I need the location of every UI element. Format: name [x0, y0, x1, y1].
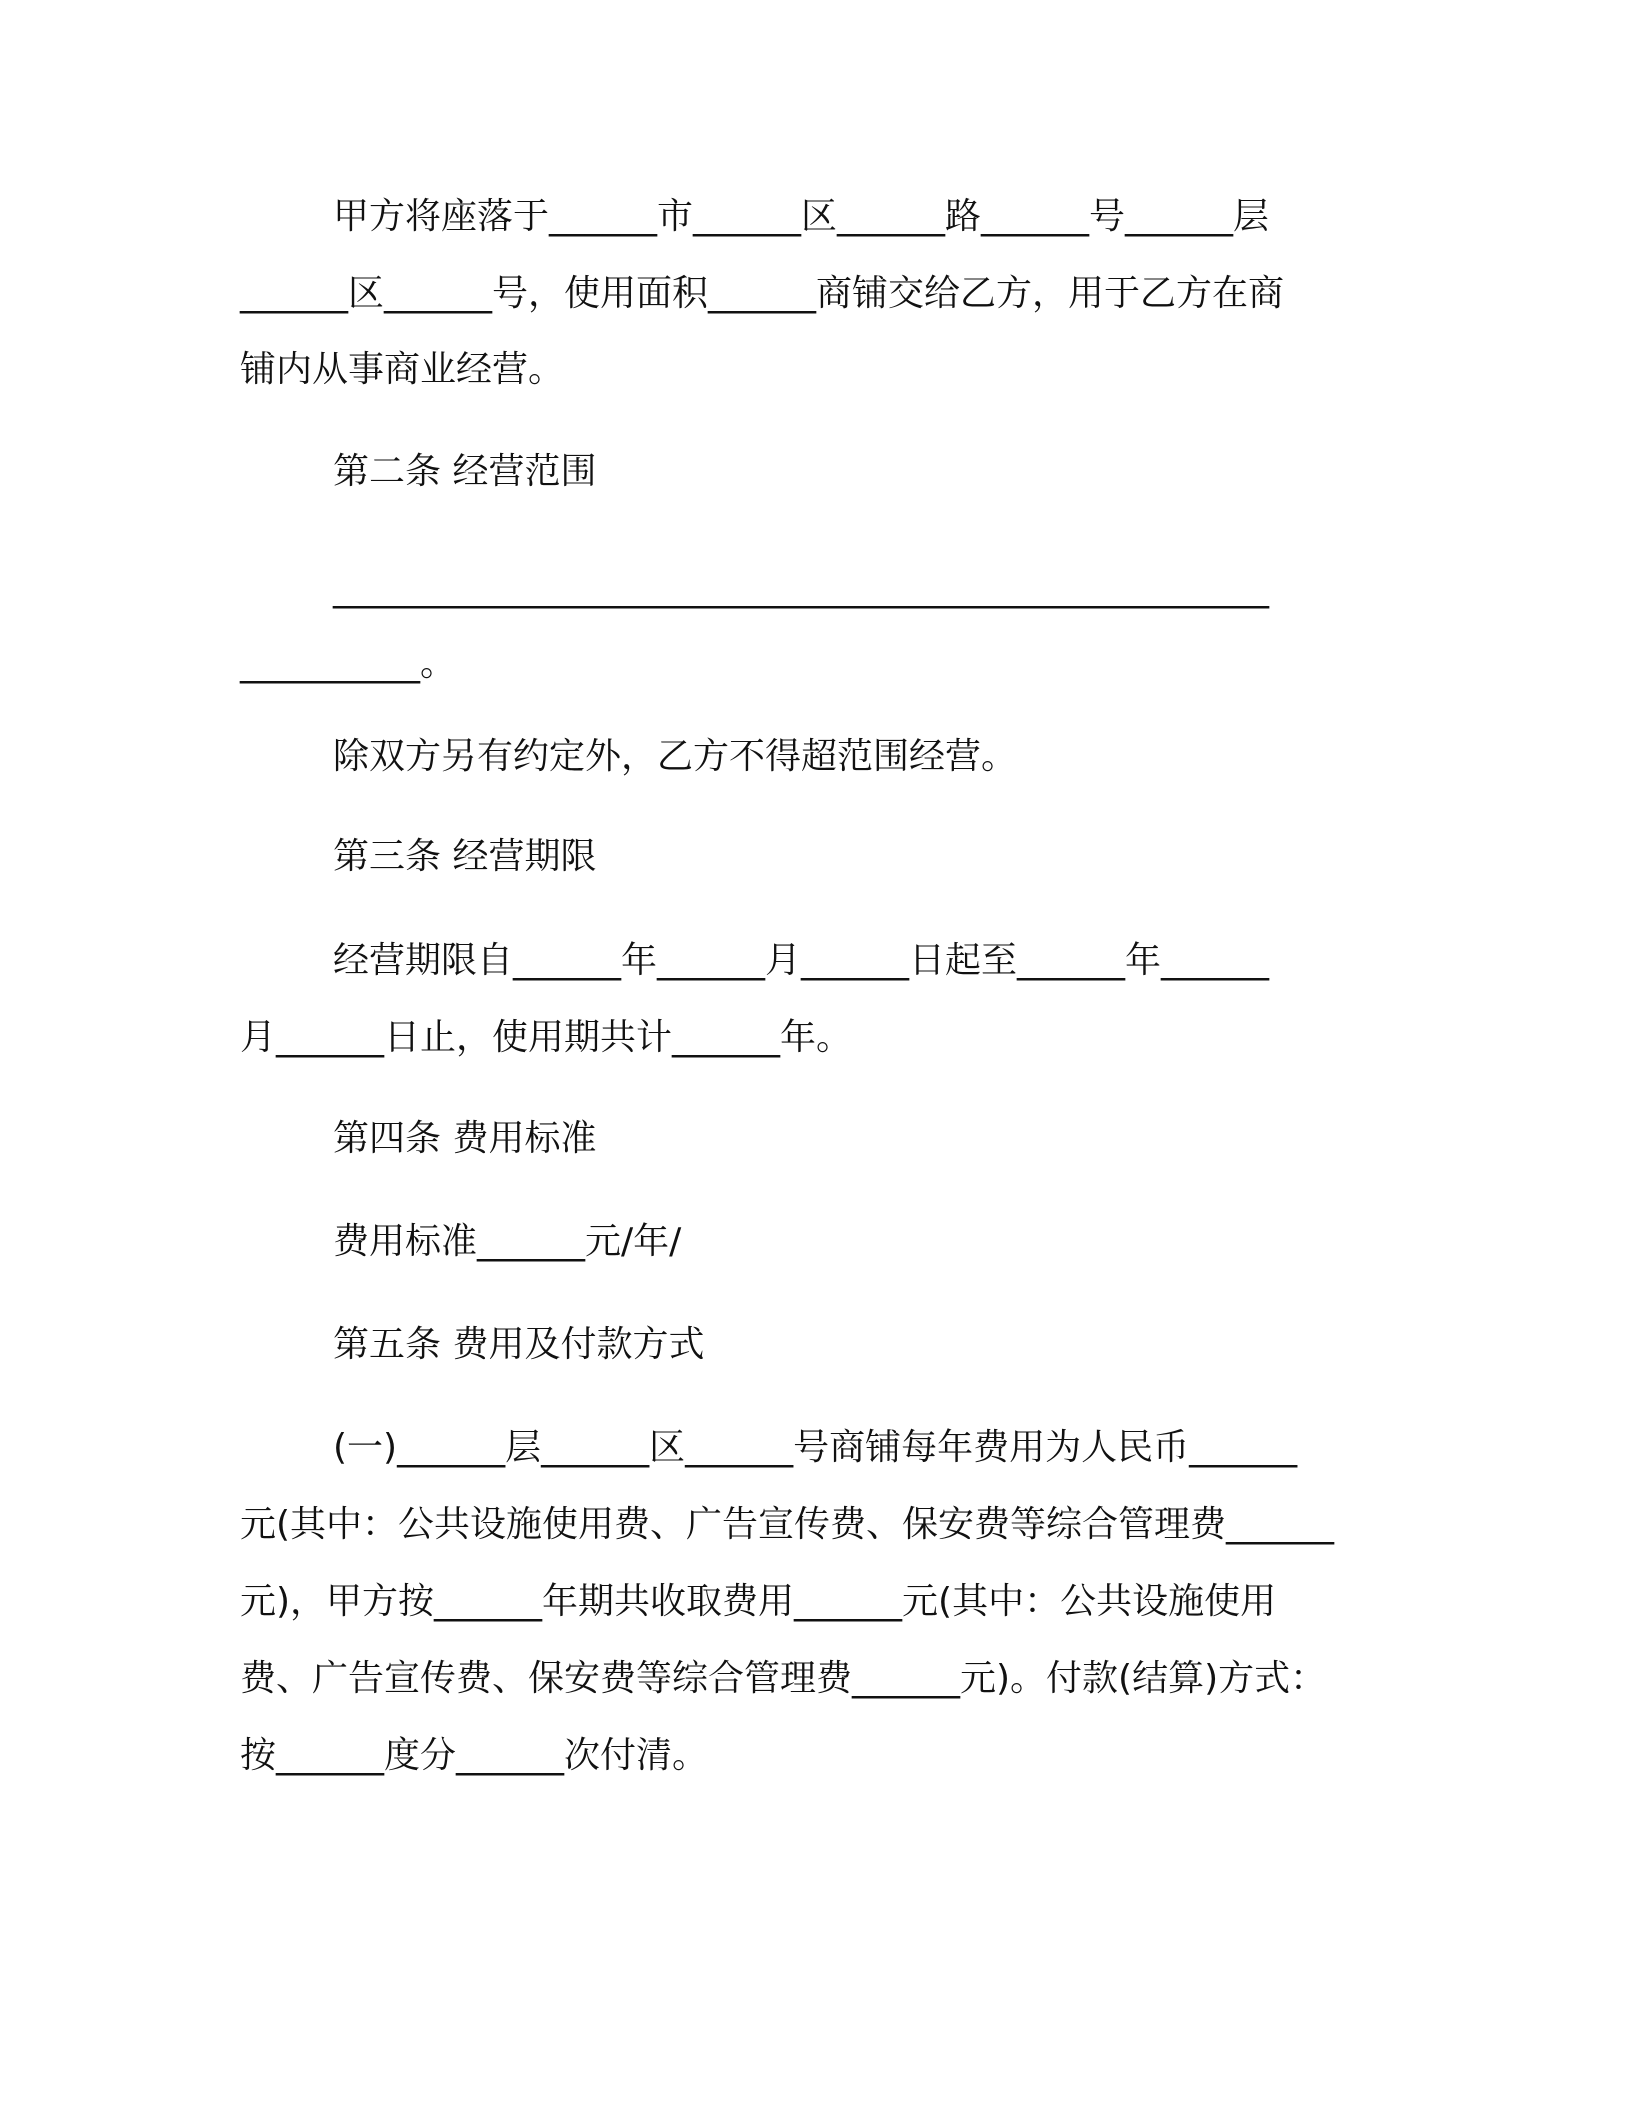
term-text-line-1: 经营期限自______年______月______日起至______年______	[333, 940, 1270, 981]
payment-text-line-4: 费、广告宣传费、保安费等综合管理费______元)。付款(结算)方式：	[240, 1658, 1327, 1699]
payment-text-line-5: 按______度分______次付清。	[240, 1735, 709, 1776]
payment-text-line-1: (一)______层______区______号商铺每年费用为人民币______	[333, 1427, 1298, 1468]
fee-standard-text: 费用标准______元/年/	[333, 1221, 682, 1262]
payment-text-line-3: 元)，甲方按______年期共收取费用______元(其中：公共设施使用	[240, 1581, 1277, 1622]
article-one-text-line-3: 铺内从事商业经营。	[240, 349, 565, 390]
payment-text-line-2: 元(其中：公共设施使用费、广告宣传费、保安费等综合管理费______	[240, 1504, 1335, 1545]
business-scope-restriction: 除双方另有约定外，乙方不得超范围经营。	[333, 736, 1018, 777]
term-text-line-2: 月______日止，使用期共计______年。	[240, 1017, 853, 1058]
article-one-text-line-2: ______区______号，使用面积______商铺交给乙方，用于乙方在商	[240, 273, 1285, 314]
article-five-heading: 第五条 费用及付款方式	[333, 1324, 705, 1365]
article-four-heading: 第四条 费用标准	[333, 1118, 597, 1159]
business-scope-blank-line-1: ____________________________________________________	[333, 568, 1269, 609]
article-three-heading: 第三条 经营期限	[333, 836, 597, 877]
business-scope-blank-line-2: __________。	[240, 643, 457, 684]
article-two-heading: 第二条 经营范围	[333, 451, 597, 492]
article-one-text-line-1: 甲方将座落于______市______区______路______号______层	[333, 196, 1270, 237]
